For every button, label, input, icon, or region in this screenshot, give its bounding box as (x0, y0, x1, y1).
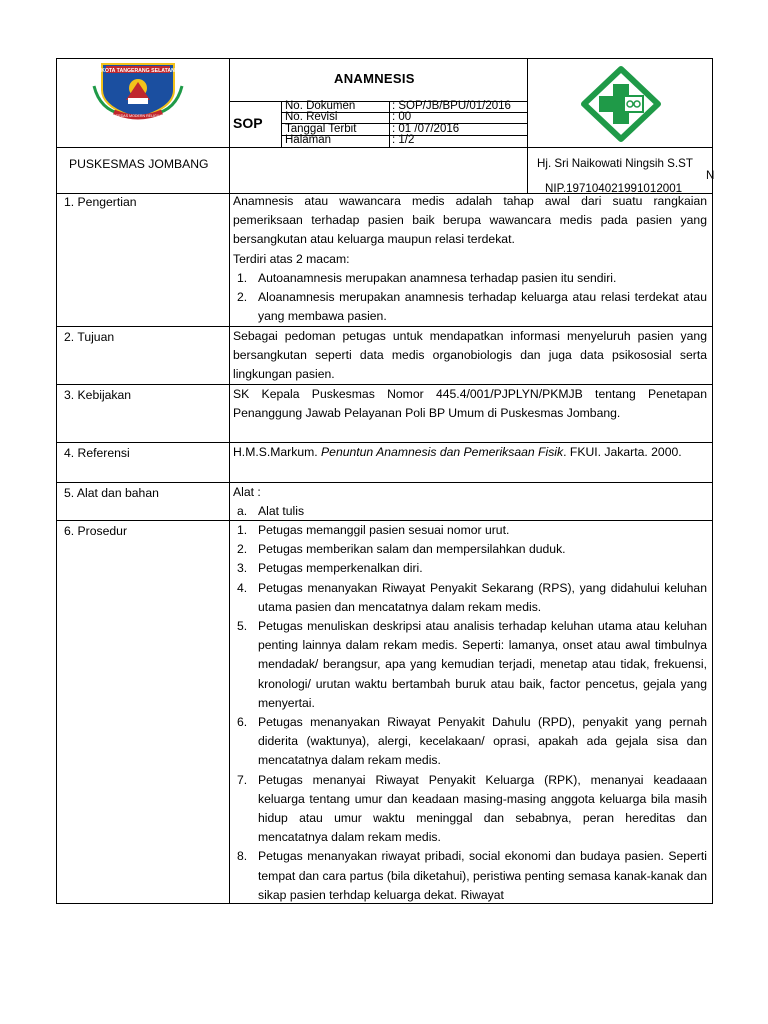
divider (527, 58, 528, 193)
reference-book-title: Penuntun Anamnesis dan Pemeriksaan Fisik (321, 445, 564, 459)
puskesmas-name: PUSKESMAS JOMBANG (69, 157, 209, 171)
signer-name-overflow: N (706, 169, 715, 182)
step-number: 3. (237, 561, 248, 576)
kota-tangerang-selatan-logo (92, 60, 184, 122)
step-text: Petugas memberikan salam dan mempersilahkan duduk. (258, 542, 566, 557)
page-label: Halaman (285, 134, 332, 146)
procedure-step (233, 847, 707, 903)
revision-label: No. Revisi (285, 111, 338, 123)
doc-number-label: No. Dokumen (285, 100, 356, 112)
divider (56, 147, 713, 148)
doc-number-value: : SOP/JB/BPU/01/2016 (392, 100, 511, 112)
sop-label: SOP (233, 115, 263, 131)
tujuan-text: Sebagai pedoman petugas untuk mendapatkan informasi menyeluruh pasien yang bersangkutan seperti data medis organobiologis dan juga data psikososial serta lingkungan pasien. (233, 329, 707, 382)
divider (389, 101, 390, 147)
list-number: 2. (237, 290, 248, 305)
step-text: Petugas menanyai Riwayat Penyakit Keluarga (RPK), menanyai keadaaan keluarga tentang umur dan keadaan masing-masing anggota keluarga bila masih hidup atau umur waktu meninggal dan sebabnya, peran hereditas dan mencatatnya dalam rekam medis. (258, 772, 707, 845)
section-label-tujuan: 2. Tujuan (64, 330, 115, 344)
kebijakan-content (233, 385, 707, 423)
issue-date-value: : 01 /07/2016 (392, 123, 460, 135)
pengertian-content (233, 192, 707, 326)
step-number: 1. (237, 523, 248, 537)
prosedur-content (233, 521, 707, 903)
procedure-step (233, 617, 707, 713)
revision-value: : 00 (392, 111, 412, 123)
referensi-text (233, 443, 707, 462)
logo-text-top: KOTA TANGERANG SELATAN (101, 68, 175, 74)
list-item (233, 288, 707, 326)
step-number: 2. (237, 542, 248, 557)
step-text: Petugas memanggil pasien sesuai nomor urut. (258, 523, 510, 537)
procedure-step (233, 559, 707, 578)
referensi-content (233, 443, 707, 462)
section-label-kebijakan: 3. Kebijakan (64, 388, 132, 402)
puskesmas-logo (580, 66, 662, 142)
section-label-pengertian: 1. Pengertian (64, 195, 137, 209)
step-number: 8. (237, 849, 248, 864)
step-number: 4. (237, 580, 248, 595)
step-text: Petugas menuliskan deskripsi atau analisis terhadap keluhan utama atau keluhan penting lainnya dalam rekam medis. Seperti: lamanya, onset atau awal timbulnya mendadak/ berangsur, apa yang kemudian terjadi, menetap atau tidak, frekuensi, kronologi/ urutan waktu bertambah buruk atau baik, factor pencetus, gejala yang menyertai. (258, 619, 707, 710)
logo-text-bottom: CERDAS MODERN RELIGIUS (113, 114, 163, 118)
step-number: 6. (237, 715, 248, 730)
divider (229, 58, 230, 904)
procedure-step (233, 540, 707, 559)
section-label-referensi: 4. Referensi (64, 446, 130, 460)
reference-author: H.M.S.Markum. (233, 445, 318, 459)
signer-name: Hj. Sri Naikowati Ningsih S.ST (537, 157, 693, 170)
alat-content (233, 483, 707, 521)
list-number: a. (237, 504, 248, 519)
page-value: : 1/2 (392, 134, 415, 146)
step-text: Petugas memperkenalkan diri. (258, 561, 423, 576)
list-number: 1. (237, 270, 248, 285)
document-title: ANAMNESIS (334, 71, 415, 86)
tujuan-content (233, 327, 707, 385)
procedure-step (233, 713, 707, 771)
step-text: Petugas menanyakan Riwayat Penyakit Sekarang (RPS), yang didahului keluhan utama pasien dan mencatatnya dalam rekam medis. (258, 580, 707, 614)
alat-intro: Alat : (233, 485, 261, 499)
list-item (233, 269, 707, 288)
list-text: Autoanamnesis merupakan anamnesa terhadap pasien itu sendiri. (258, 270, 617, 285)
list-item (233, 502, 707, 521)
procedure-step (233, 521, 707, 540)
section-label-alat: 5. Alat dan bahan (64, 486, 159, 500)
kebijakan-text: SK Kepala Puskesmas Nomor 445.4/001/PJPLYN/PKMJB tentang Penetapan Penanggung Jawab Pelayanan Poli BP Umum di Puskesmas Jombang. (233, 387, 707, 421)
divider (281, 101, 282, 147)
step-number: 7. (237, 772, 248, 787)
list-text: Alat tulis (258, 504, 305, 519)
issue-date-label: Tanggal Terbit (285, 123, 357, 135)
step-text: Petugas menanyakan riwayat pribadi, social ekonomi dan budaya pasien. Seperti tempat dan cara partus (bila diketahui), peristiwa penting semasa kanak-kanak dan sikap pasien terhdap keluarga dekat. Riwayat (258, 849, 707, 902)
list-text: Aloanamnesis merupakan anamnesis terhadap keluarga atau relasi terdekat atau yang membawa pasien. (258, 290, 707, 324)
procedure-step (233, 579, 707, 617)
procedure-step (233, 771, 707, 848)
section-label-prosedur: 6. Prosedur (64, 524, 128, 538)
step-text: Petugas menanyakan Riwayat Penyakit Dahulu (RPD), penyakit yang pernah diderita (waktunya), alergi, kecelakaan/ oprasi, apakah ada gejala sisa dan mencatatnya dalam rekam medis. (258, 715, 707, 768)
reference-publisher: . FKUI. Jakarta. 2000. (563, 445, 682, 459)
step-number: 5. (237, 619, 248, 634)
signer-nip: NIP.197104021991012001 (545, 182, 683, 195)
pengertian-paragraph: Anamnesis atau wawancara medis adalah tahap awal dari suatu rangkaian pemeriksaan terhadap pasien baik berupa wawancara medis pada pasien yang bersangkutan atau keluarga maupun relasi terdekat. (233, 194, 707, 247)
pengertian-subheading: Terdiri atas 2 macam: (233, 251, 350, 266)
